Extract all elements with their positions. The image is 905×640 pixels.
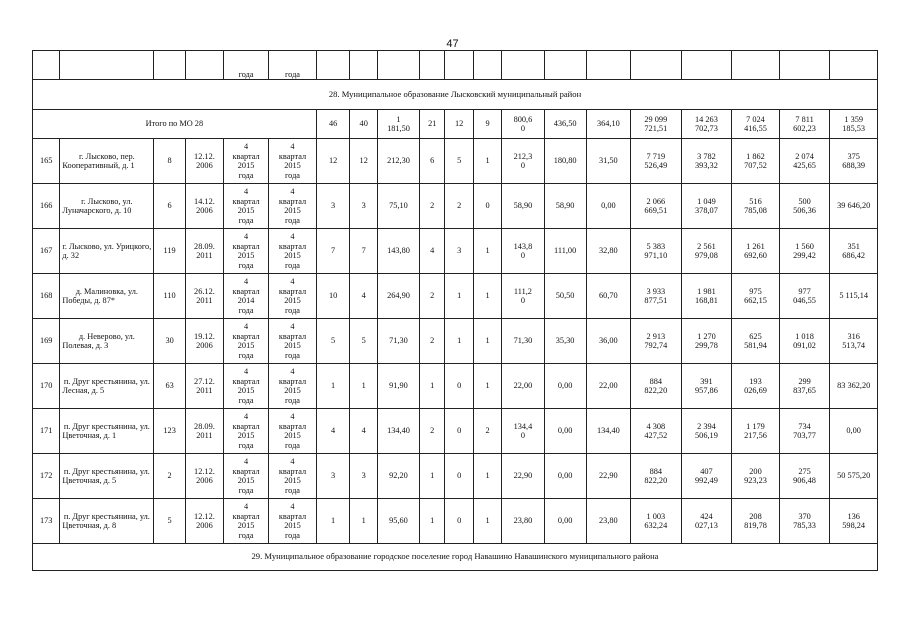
table-cell: 424 027,13 <box>681 499 732 544</box>
address-cell: г. Лысково, ул. Урицкого, д. 32 <box>60 229 154 274</box>
table-cell: 1 <box>350 499 377 544</box>
table-cell: 12 <box>316 139 350 184</box>
total-cell: 436,50 <box>544 110 586 139</box>
table-row <box>33 184 878 229</box>
table-cell: 2 <box>154 454 186 499</box>
table-cell: 3 933 877,51 <box>631 274 682 319</box>
table-cell: 0,00 <box>544 409 586 454</box>
section-heading: 28. Муниципальное образование Лысковский муниципальный район <box>33 80 878 110</box>
data-rows <box>33 139 878 544</box>
table-cell: 7 <box>316 229 350 274</box>
table-cell: 23,80 <box>502 499 544 544</box>
table-cell: 50,50 <box>544 274 586 319</box>
table-cell: 884 822,20 <box>631 364 682 409</box>
table-cell: 22,00 <box>586 364 630 409</box>
table-cell: 111,2 0 <box>502 274 544 319</box>
section-row <box>33 544 878 571</box>
table-cell: 10 <box>316 274 350 319</box>
table-cell: 1 018 091,02 <box>779 319 830 364</box>
table-cell: 35,30 <box>544 319 586 364</box>
table-cell: 208 819,78 <box>732 499 779 544</box>
table-cell: 22,90 <box>586 454 630 499</box>
table-cell: 1 261 692,60 <box>732 229 779 274</box>
table-cell: 143,80 <box>377 229 419 274</box>
table-cell: 1 <box>420 364 445 409</box>
table-cell: 4 квартал 2015 года <box>269 229 316 274</box>
table-cell: 36,00 <box>586 319 630 364</box>
total-cell: 29 099 721,51 <box>631 110 682 139</box>
plan-start-cell: года <box>223 51 268 80</box>
total-cell: 1 359 185,53 <box>830 110 878 139</box>
table-cell: 5 <box>350 319 377 364</box>
address-cell: п. Друг крестьянина, ул. Цветочная, д. 1 <box>60 409 154 454</box>
table-cell: 2 066 669,51 <box>631 184 682 229</box>
table-cell: 299 837,65 <box>779 364 830 409</box>
table-row <box>33 139 878 184</box>
table-cell: 134,40 <box>586 409 630 454</box>
table-cell: 83 362,20 <box>830 364 878 409</box>
table-cell: 5 115,14 <box>830 274 878 319</box>
row-number-cell: 166 <box>33 184 60 229</box>
table-cell: 30 <box>154 319 186 364</box>
table-cell: 2 <box>420 319 445 364</box>
total-cell: 7 024 416,55 <box>732 110 779 139</box>
table-cell: 4 квартал 2015 года <box>223 364 268 409</box>
housing-relocation-table <box>32 50 878 571</box>
table-cell: 4 квартал 2015 года <box>223 454 268 499</box>
address-cell: г. Лысково, пер. Кооперативный, д. 1 <box>60 139 154 184</box>
table-cell: 60,70 <box>586 274 630 319</box>
table-cell: 1 <box>350 364 377 409</box>
table-cell: 4 <box>420 229 445 274</box>
table-cell: 4 квартал 2015 года <box>269 364 316 409</box>
table-cell: 516 785,08 <box>732 184 779 229</box>
table-cell: 4 квартал 2015 года <box>223 139 268 184</box>
table-cell: 19.12. 2006 <box>185 319 223 364</box>
table-cell: 977 046,55 <box>779 274 830 319</box>
table-cell: 2 561 979,08 <box>681 229 732 274</box>
total-cell: 46 <box>316 110 350 139</box>
row-number-cell: 169 <box>33 319 60 364</box>
total-cell: 40 <box>350 110 377 139</box>
table-cell: 212,30 <box>377 139 419 184</box>
table-cell: 1 270 299,78 <box>681 319 732 364</box>
table-cell: 1 179 217,56 <box>732 409 779 454</box>
table-cell: 1 049 378,07 <box>681 184 732 229</box>
table-cell: 123 <box>154 409 186 454</box>
table-cell: 134,40 <box>377 409 419 454</box>
table-cell: 5 <box>445 139 473 184</box>
address-cell: д. Неверово, ул. Полевая, д. 3 <box>60 319 154 364</box>
table-cell: 27.12. 2011 <box>185 364 223 409</box>
table-cell: 500 506,36 <box>779 184 830 229</box>
table-cell: 1 003 632,24 <box>631 499 682 544</box>
table-cell: 63 <box>154 364 186 409</box>
table-cell: 4 <box>350 274 377 319</box>
table-cell: 5 <box>154 499 186 544</box>
table-cell: 1 <box>473 274 501 319</box>
total-cell: 7 811 602,23 <box>779 110 830 139</box>
table-row <box>33 274 878 319</box>
table-cell: 1 862 707,52 <box>732 139 779 184</box>
table-row <box>33 319 878 364</box>
table-cell: 734 703,77 <box>779 409 830 454</box>
table-cell: 264,90 <box>377 274 419 319</box>
table-cell: 12.12. 2006 <box>185 139 223 184</box>
table-cell: 275 906,48 <box>779 454 830 499</box>
table-cell: 4 квартал 2015 года <box>269 499 316 544</box>
table-cell: 4 квартал 2015 года <box>223 229 268 274</box>
table-cell: 2 <box>445 184 473 229</box>
table-cell: 2 913 792,74 <box>631 319 682 364</box>
table-cell: 0,00 <box>586 184 630 229</box>
table-cell: 0 <box>445 409 473 454</box>
table-row <box>33 409 878 454</box>
table-cell: 14.12. 2006 <box>185 184 223 229</box>
total-cell: 1 181,50 <box>377 110 419 139</box>
table-cell: 22,90 <box>502 454 544 499</box>
table-cell: 12 <box>350 139 377 184</box>
table-cell: 1 <box>445 319 473 364</box>
address-cell: п. Друг крестьянина, ул. Цветочная, д. 5 <box>60 454 154 499</box>
table-cell: 0,00 <box>544 364 586 409</box>
table-cell: 75,10 <box>377 184 419 229</box>
table-cell: 110 <box>154 274 186 319</box>
total-cell: 14 263 702,73 <box>681 110 732 139</box>
table-cell: 1 981 168,81 <box>681 274 732 319</box>
row-number-cell: 167 <box>33 229 60 274</box>
table-row <box>33 229 878 274</box>
table-cell: 3 782 393,32 <box>681 139 732 184</box>
table-cell: 3 <box>445 229 473 274</box>
table-cell: 391 957,86 <box>681 364 732 409</box>
table-cell: 4 квартал 2015 года <box>269 319 316 364</box>
table-cell: 2 <box>420 409 445 454</box>
table-cell: 193 026,69 <box>732 364 779 409</box>
table-cell: 4 квартал 2015 года <box>223 184 268 229</box>
row-number-cell: 168 <box>33 274 60 319</box>
continued-row <box>33 51 878 80</box>
table-cell: 32,80 <box>586 229 630 274</box>
table-cell: 1 560 299,42 <box>779 229 830 274</box>
table-cell: 71,30 <box>377 319 419 364</box>
table-cell: 1 <box>445 274 473 319</box>
table-cell: 4 квартал 2015 года <box>223 319 268 364</box>
table-cell: 0,00 <box>544 454 586 499</box>
table-cell: 180,80 <box>544 139 586 184</box>
row-number-cell: 172 <box>33 454 60 499</box>
row-number-cell: 173 <box>33 499 60 544</box>
total-label: Итого по МО 28 <box>33 110 317 139</box>
table-cell: 4 квартал 2015 года <box>269 409 316 454</box>
table-cell: 71,30 <box>502 319 544 364</box>
table-cell: 2 394 506,19 <box>681 409 732 454</box>
table-cell: 3 <box>350 454 377 499</box>
table-cell: 95,60 <box>377 499 419 544</box>
table-cell: 884 822,20 <box>631 454 682 499</box>
table-cell: 0 <box>473 184 501 229</box>
total-row <box>33 110 878 139</box>
table-cell: 4 <box>316 409 350 454</box>
table-cell: 4 308 427,52 <box>631 409 682 454</box>
total-cell: 12 <box>445 110 473 139</box>
table-cell: 212,3 0 <box>502 139 544 184</box>
table-cell: 0 <box>445 454 473 499</box>
table-cell: 136 598,24 <box>830 499 878 544</box>
table-cell: 1 <box>473 454 501 499</box>
table-cell: 12.12. 2006 <box>185 454 223 499</box>
total-cell: 800,6 0 <box>502 110 544 139</box>
table-cell: 351 686,42 <box>830 229 878 274</box>
table-cell: 4 квартал 2015 года <box>269 274 316 319</box>
table-cell: 7 <box>350 229 377 274</box>
table-cell: 4 квартал 2015 года <box>269 184 316 229</box>
table-cell: 1 <box>473 364 501 409</box>
table-cell: 1 <box>420 454 445 499</box>
plan-end-cell: года <box>269 51 316 80</box>
table-cell: 5 <box>316 319 350 364</box>
table-cell: 1 <box>420 499 445 544</box>
table-cell: 3 <box>350 184 377 229</box>
total-cell: 21 <box>420 110 445 139</box>
total-cell: 364,10 <box>586 110 630 139</box>
table-cell: 143,8 0 <box>502 229 544 274</box>
table-cell: 4 квартал 2015 года <box>269 454 316 499</box>
table-cell: 50 575,20 <box>830 454 878 499</box>
table-cell: 92,20 <box>377 454 419 499</box>
table-cell: 5 383 971,10 <box>631 229 682 274</box>
table-cell: 2 <box>473 409 501 454</box>
table-cell: 4 квартал 2015 года <box>223 409 268 454</box>
table-cell: 2 <box>420 184 445 229</box>
row-number-cell: 165 <box>33 139 60 184</box>
table-cell: 2 <box>420 274 445 319</box>
table-cell: 119 <box>154 229 186 274</box>
table-cell: 1 <box>316 364 350 409</box>
table-cell: 6 <box>154 184 186 229</box>
table-cell: 1 <box>473 319 501 364</box>
table-cell: 39 646,20 <box>830 184 878 229</box>
table-cell: 4 квартал 2014 года <box>223 274 268 319</box>
table-cell: 975 662,15 <box>732 274 779 319</box>
table-cell: 91,90 <box>377 364 419 409</box>
table-cell: 58,90 <box>544 184 586 229</box>
table-cell: 4 квартал 2015 года <box>223 499 268 544</box>
table-cell: 7 719 526,49 <box>631 139 682 184</box>
table-cell: 134,4 0 <box>502 409 544 454</box>
table-cell: 407 992,49 <box>681 454 732 499</box>
table-cell: 0,00 <box>544 499 586 544</box>
table-cell: 3 <box>316 454 350 499</box>
table-cell: 28.09. 2011 <box>185 229 223 274</box>
table-cell: 4 <box>350 409 377 454</box>
table-cell: 375 688,39 <box>830 139 878 184</box>
row-number-cell: 171 <box>33 409 60 454</box>
table-cell: 111,00 <box>544 229 586 274</box>
table-cell: 1 <box>473 499 501 544</box>
section-row <box>33 80 878 110</box>
address-cell: д. Малиновка, ул. Победы, д. 87* <box>60 274 154 319</box>
table-cell: 370 785,33 <box>779 499 830 544</box>
table-cell: 625 581,94 <box>732 319 779 364</box>
table-cell: 0,00 <box>830 409 878 454</box>
table-cell: 28.09. 2011 <box>185 409 223 454</box>
table-cell: 316 513,74 <box>830 319 878 364</box>
table-cell: 1 <box>473 139 501 184</box>
address-cell: г. Лысково, ул. Луначарского, д. 10 <box>60 184 154 229</box>
table-cell: 31,50 <box>586 139 630 184</box>
table-cell: 4 квартал 2015 года <box>269 139 316 184</box>
address-cell: п. Друг крестьянина, ул. Лесная, д. 5 <box>60 364 154 409</box>
table-cell: 0 <box>445 364 473 409</box>
table-row <box>33 364 878 409</box>
section-heading: 29. Муниципальное образование городское поселение город Навашино Навашинского муниципального района <box>33 544 878 571</box>
table-cell: 12.12. 2006 <box>185 499 223 544</box>
table-cell: 8 <box>154 139 186 184</box>
table-cell: 23,80 <box>586 499 630 544</box>
table-cell: 6 <box>420 139 445 184</box>
table-row <box>33 454 878 499</box>
table-cell: 3 <box>316 184 350 229</box>
table-cell: 0 <box>445 499 473 544</box>
row-number-cell: 170 <box>33 364 60 409</box>
table-cell: 22,00 <box>502 364 544 409</box>
total-cell: 9 <box>473 110 501 139</box>
address-cell: п. Друг крестьянина, ул. Цветочная, д. 8 <box>60 499 154 544</box>
table-cell: 1 <box>473 229 501 274</box>
table-cell: 2 074 425,65 <box>779 139 830 184</box>
page-number: 47 <box>446 38 459 50</box>
table-cell: 26.12. 2011 <box>185 274 223 319</box>
table-cell: 58,90 <box>502 184 544 229</box>
table-cell: 200 923,23 <box>732 454 779 499</box>
table-row <box>33 499 878 544</box>
table-cell: 1 <box>316 499 350 544</box>
